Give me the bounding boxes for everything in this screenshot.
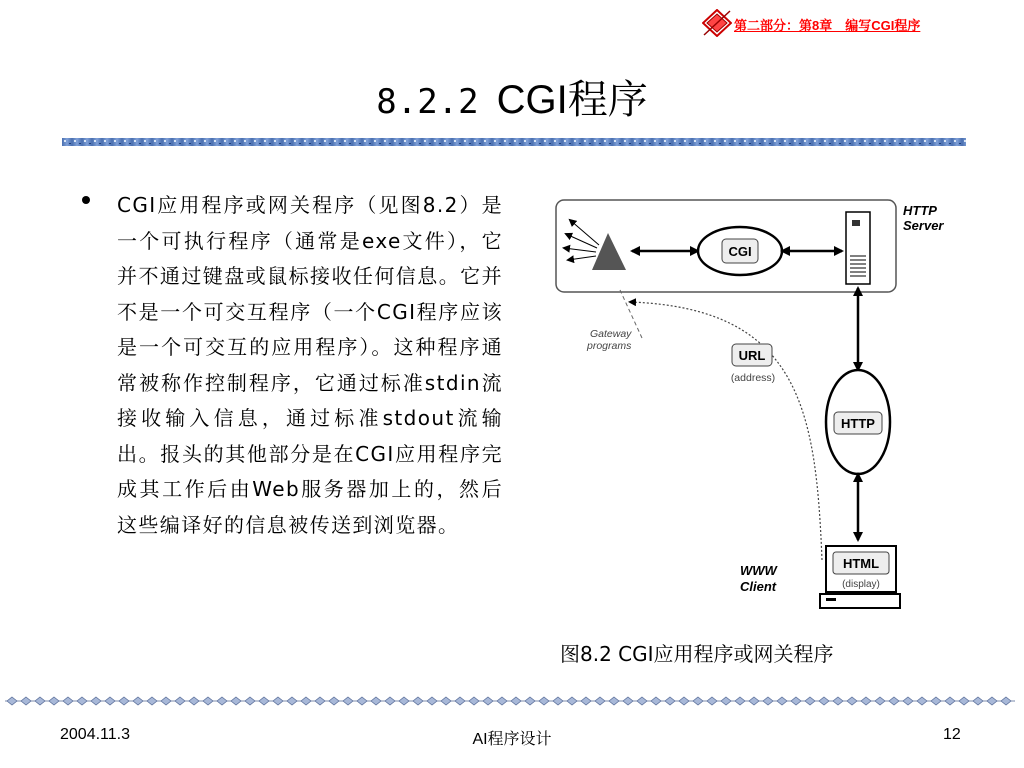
html-label: HTML bbox=[842, 556, 880, 571]
footer-page-number: 12 bbox=[943, 726, 961, 743]
title-divider bbox=[62, 138, 966, 146]
figure-caption: 图8.2 CGI应用程序或网关程序 bbox=[560, 642, 834, 666]
body-paragraph: CGI应用程序或网关程序（见图8.2）是一个可执行程序（通常是exe文件），它并不通过键盘或鼠标接收任何信息。它并不是一个可交互程序（一个CGI程序应该是一个可交互的应用程序）。这种程序通常被称作控制程序，它通过标准stdin流接收输入信息，通过标准stdout流输出。报头的其他部分是在CGI应用程序完成其工作后由Web服务器加上的，然后这些编译好的信息被传送到浏览器。 bbox=[117, 193, 503, 537]
title-text: CGI程序 bbox=[496, 78, 648, 122]
url-path bbox=[630, 302, 822, 560]
section-header bbox=[702, 9, 1002, 39]
gateway-label-2: programs bbox=[587, 340, 632, 352]
client-label-1: WWW bbox=[740, 563, 777, 578]
footer-date: 2004.11.3 bbox=[60, 726, 130, 743]
footer-divider bbox=[5, 695, 1015, 707]
bullet-point bbox=[82, 196, 90, 204]
server-icon bbox=[846, 212, 870, 284]
client-label-2: Client bbox=[740, 579, 777, 594]
url-sub-label: (address) bbox=[730, 372, 776, 384]
server-label-2: Server bbox=[903, 218, 944, 233]
cgi-diagram bbox=[550, 190, 950, 630]
slide-title bbox=[0, 76, 1024, 126]
http-label: HTTP bbox=[841, 416, 875, 431]
html-sub-label: (display) bbox=[842, 579, 880, 590]
section-number: 8.2.2 bbox=[376, 82, 479, 122]
cgi-label: CGI bbox=[728, 244, 752, 259]
section-label: 第二部分：第8章 编写CGI程序 bbox=[734, 18, 921, 33]
footer-course-title: AI程序设计 bbox=[472, 731, 552, 748]
url-label: URL bbox=[738, 348, 766, 363]
server-label-1: HTTP bbox=[903, 203, 937, 218]
gateway-label-1: Gateway bbox=[590, 328, 632, 340]
diamond-icon bbox=[702, 9, 732, 37]
